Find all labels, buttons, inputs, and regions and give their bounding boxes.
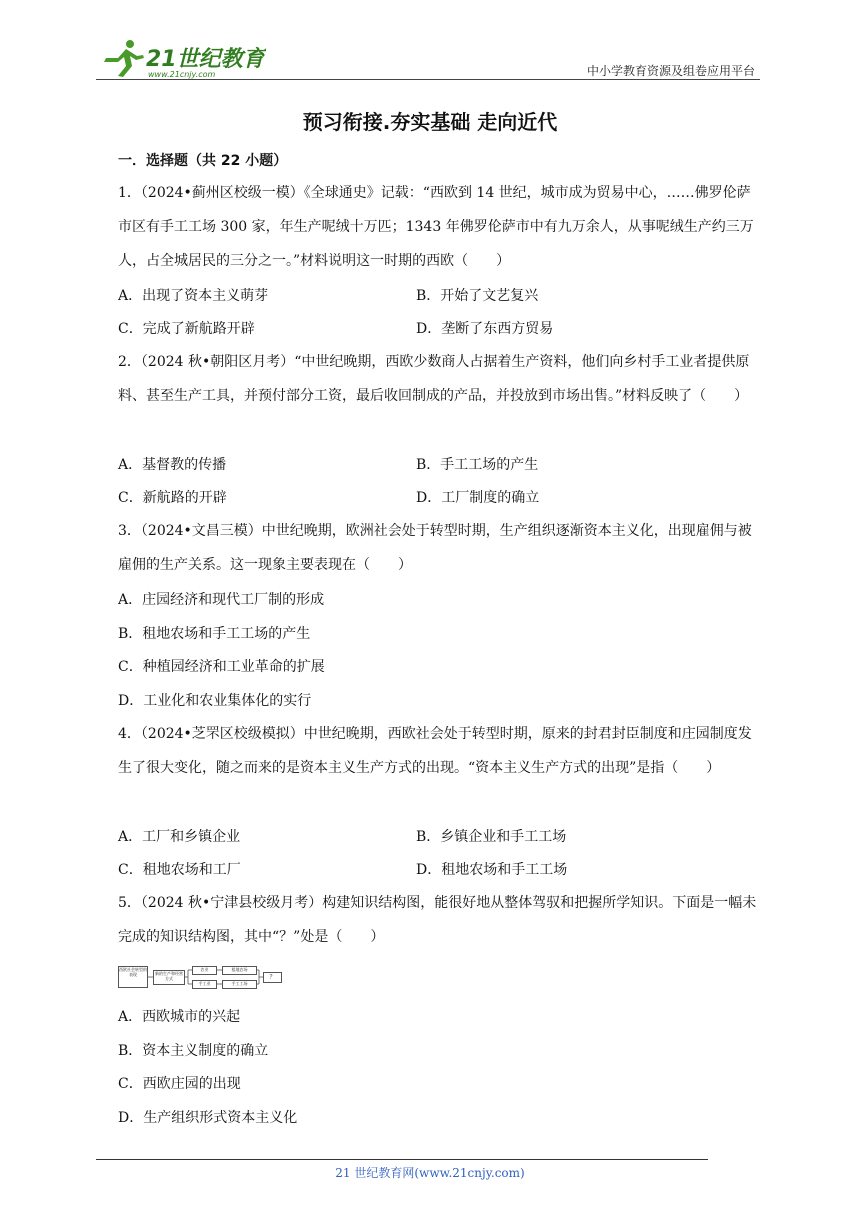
option-d[interactable]: D．垄断了东西方贸易 xyxy=(416,321,554,337)
diagram-box-question: ？ xyxy=(263,972,282,983)
question-number: 4． xyxy=(118,726,141,742)
question-5 xyxy=(118,886,762,954)
question-text: （2024•文昌三模）中世纪晚期，欧洲社会处于转型时期，生产组织逐渐资本主义化，出现雇佣与被雇佣的生产关系。这一现象主要表现在（ ） xyxy=(118,523,752,573)
logo-text: 21世纪教育 xyxy=(146,47,265,72)
question-1 xyxy=(118,176,762,278)
header-divider xyxy=(96,79,760,80)
option-b[interactable]: B．乡镇企业和手工工场 xyxy=(416,829,567,845)
option-c[interactable]: C．完成了新航路开辟 xyxy=(118,321,255,337)
diagram-box-new-production: 新的生产和经营方式 xyxy=(153,970,185,985)
question-2 xyxy=(118,345,762,413)
question-text: （2024•芝罘区校级模拟）中世纪晚期，西欧社会处于转型时期，原来的封君封臣制度和庄园制度发生了很大变化，随之而来的是资本主义生产方式的出现。“资本主义生产方式的出现”是指（ ） xyxy=(118,726,752,776)
page-title: 预习衔接.夯实基础 走向近代 xyxy=(302,110,558,134)
diagram-box-transition: 西欧社会转型的表现 xyxy=(118,966,148,988)
question-number: 5． xyxy=(118,895,141,911)
option-c[interactable]: C．新航路的开辟 xyxy=(118,490,227,506)
diagram-box-leased-farm: 租地农场 xyxy=(222,966,257,975)
option-d[interactable]: D．生产组织形式资本主义化 xyxy=(118,1110,298,1126)
option-a[interactable]: A．基督教的传播 xyxy=(118,457,227,473)
site-name: 中小学教育资源及组卷应用平台 xyxy=(586,64,755,78)
site-logo xyxy=(96,36,266,80)
option-c[interactable]: C．种植园经济和工业革命的扩展 xyxy=(118,659,325,675)
question-number: 2． xyxy=(118,354,141,370)
option-b[interactable]: B．租地农场和手工工场的产生 xyxy=(118,626,311,642)
question-text: （2024 秋•宁津县校级月考）构建知识结构图，能很好地从整体驾驭和把握所学知识。下面是一幅未完成的知识结构图，其中“？”处是（ ） xyxy=(118,895,757,945)
footer-divider xyxy=(96,1159,708,1160)
option-d[interactable]: D．工厂制度的确立 xyxy=(416,490,540,506)
option-a[interactable]: A．工厂和乡镇企业 xyxy=(118,829,241,845)
option-b[interactable]: B．手工工场的产生 xyxy=(416,457,539,473)
diagram-box-handicraft: 手工业 xyxy=(192,980,217,989)
question-3 xyxy=(118,514,762,582)
question-text: （2024 秋•朝阳区月考）“中世纪晚期，西欧少数商人占据着生产资料，他们向乡村手工业者提供原料、甚至生产工具，并预付部分工资，最后收回制成的产品，并投放到市场出售。”材料反映了（ ） xyxy=(118,354,750,404)
option-b[interactable]: B．开始了文艺复兴 xyxy=(416,288,539,304)
diagram-box-workshop: 手工工场 xyxy=(222,980,257,989)
option-d[interactable]: D．工业化和农业集体化的实行 xyxy=(118,693,312,709)
option-c[interactable]: C．租地农场和工厂 xyxy=(118,862,241,878)
diagram-box-agriculture: 农业 xyxy=(192,966,217,975)
logo-url: www.21cnjy.com xyxy=(148,70,216,79)
question-number: 3． xyxy=(118,523,141,539)
option-a[interactable]: A．出现了资本主义萌芽 xyxy=(118,288,269,304)
option-c[interactable]: C．西欧庄园的出现 xyxy=(118,1076,241,1092)
knowledge-diagram xyxy=(118,963,283,991)
option-b[interactable]: B．资本主义制度的确立 xyxy=(118,1043,269,1059)
question-number: 1． xyxy=(118,185,141,201)
option-a[interactable]: A．西欧城市的兴起 xyxy=(118,1009,241,1025)
question-text: （2024•蓟州区校级一模）《全球通史》记载：“西欧到 14 世纪，城市成为贸易中心，……佛罗伦萨市区有手工工场 300 家，年生产呢绒十万匹；1343 年佛罗伦萨市中有九万余人，从事呢绒生产约三万人，占全城居民的三分之一。”材料说明这一时期的西欧（ ） xyxy=(118,185,754,269)
option-d[interactable]: D．租地农场和手工工场 xyxy=(416,862,568,878)
footer-text: 21 世纪教育网(www.21cnjy.com) xyxy=(335,1166,525,1180)
section-heading: 一．选择题（共 22 小题） xyxy=(118,153,288,169)
question-4 xyxy=(118,717,762,785)
option-a[interactable]: A．庄园经济和现代工厂制的形成 xyxy=(118,592,325,608)
